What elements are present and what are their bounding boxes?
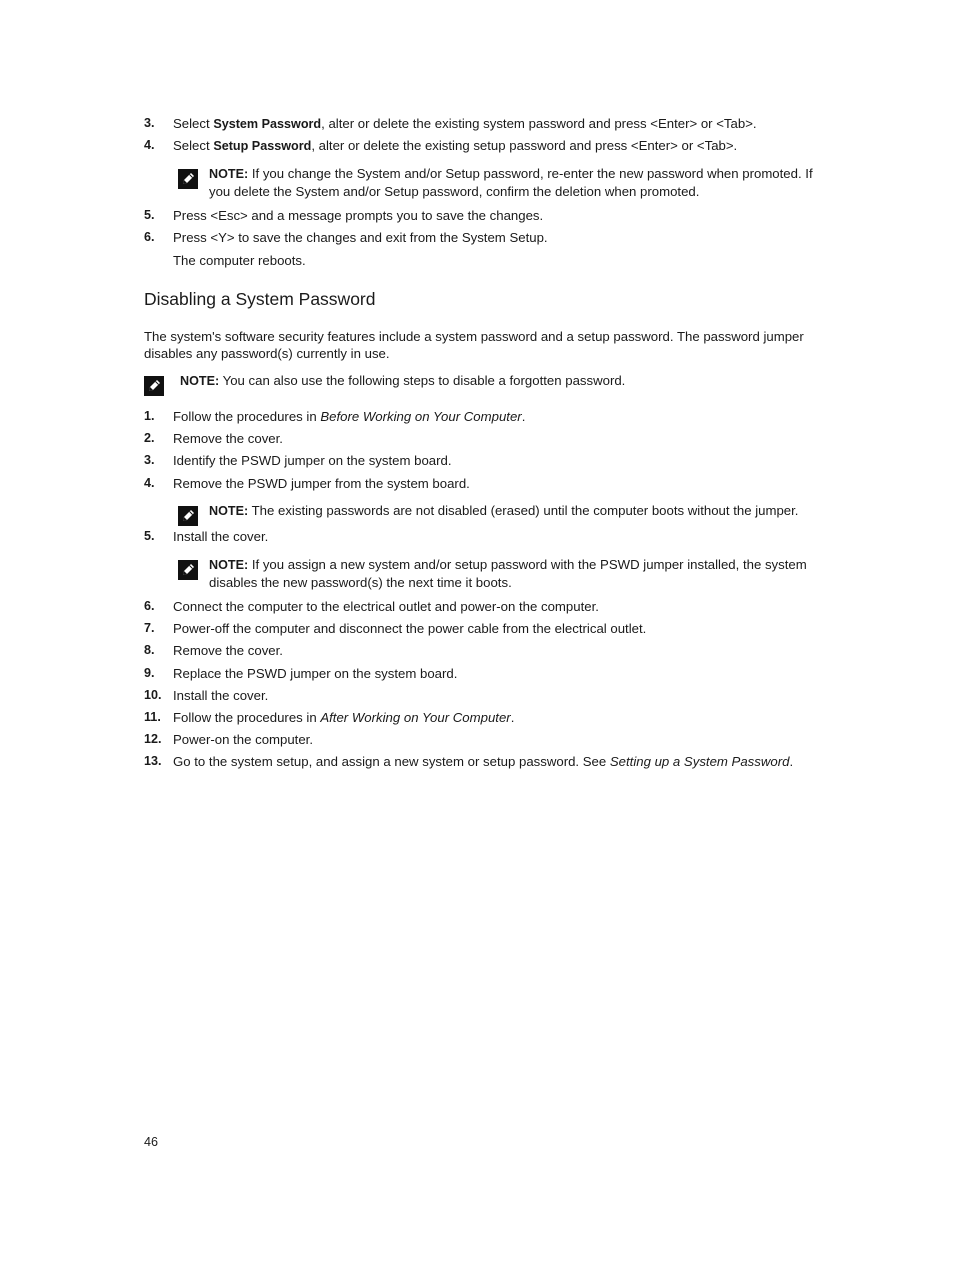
step-text: Follow the procedures in After Working on Your Computer. — [173, 710, 515, 725]
cross-reference-link[interactable]: Before Working on Your Computer — [320, 409, 522, 424]
step-text: Follow the procedures in Before Working on Your Computer. — [173, 409, 526, 424]
note-text: NOTE: If you assign a new system and/or setup password with the PSWD jumper installed, the system disables the new password(s) the next time it boots. — [209, 557, 807, 590]
note-label: NOTE: — [209, 167, 249, 181]
step-text: Select System Password, alter or delete the existing system password and press <Enter> or <Tab>. — [173, 116, 757, 131]
step-number: 6. — [144, 599, 155, 613]
step-number: 4. — [144, 138, 155, 152]
cross-reference-link[interactable]: After Working on Your Computer — [320, 710, 511, 725]
cross-reference-link[interactable]: Setting up a System Password — [609, 754, 790, 769]
note-text: NOTE: The existing passwords are not disabled (erased) until the computer boots without the jumper. — [209, 503, 799, 518]
step-result: The computer reboots. — [173, 253, 306, 268]
step-text: Connect the computer to the electrical outlet and power-on the computer. — [173, 599, 599, 614]
pencil-note-icon — [178, 560, 198, 580]
step-text: Remove the cover. — [173, 643, 283, 658]
pencil-note-icon — [178, 169, 198, 189]
step-number: 5. — [144, 208, 155, 222]
step-number: 9. — [144, 666, 155, 680]
page-number: 46 — [144, 1135, 159, 1149]
step-text: Press <Esc> and a message prompts you to save the changes. — [173, 208, 544, 223]
section-heading: Disabling a System Password — [144, 289, 376, 309]
step-text: Remove the PSWD jumper from the system board. — [173, 476, 470, 491]
ui-term-setup-password: Setup Password — [213, 139, 312, 153]
step-text: Replace the PSWD jumper on the system board. — [173, 666, 458, 681]
step-number: 1. — [144, 409, 155, 423]
step-number: 8. — [144, 643, 155, 657]
step-number: 13. — [144, 754, 162, 768]
pencil-note-icon — [178, 506, 198, 526]
step-text: Go to the system setup, and assign a new system or setup password. See Setting up a System Password. — [173, 754, 794, 769]
step-number: 11. — [144, 710, 161, 724]
step-number: 3. — [144, 116, 155, 130]
step-text: Identify the PSWD jumper on the system board. — [173, 453, 452, 468]
note-label: NOTE: — [180, 374, 220, 388]
pencil-note-icon — [144, 376, 164, 396]
note-label: NOTE: — [209, 558, 249, 572]
step-text: Press <Y> to save the changes and exit from the System Setup. — [173, 230, 548, 245]
step-number: 4. — [144, 476, 155, 490]
step-number: 10. — [144, 688, 162, 702]
step-text: Install the cover. — [173, 529, 269, 544]
step-text: Install the cover. — [173, 688, 269, 703]
section-intro: The system's software security features include a system password and a setup password. The password jumper disables any password(s) currently in use. — [144, 329, 804, 361]
step-text: Power-on the computer. — [173, 732, 314, 747]
step-text: Select Setup Password, alter or delete the existing setup password and press <Enter> or <Tab>. — [173, 138, 738, 153]
ui-term-system-password: System Password — [213, 117, 322, 131]
step-number: 6. — [144, 230, 155, 244]
step-number: 3. — [144, 453, 155, 467]
step-number: 7. — [144, 621, 155, 635]
step-text: Remove the cover. — [173, 431, 283, 446]
step-number: 12. — [144, 732, 162, 746]
note-text: NOTE: If you change the System and/or Setup password, re-enter the new password when promoted. If you delete the System and/or Setup password, confirm the deletion when promoted. — [209, 166, 813, 199]
step-number: 2. — [144, 431, 155, 445]
note-text: NOTE: You can also use the following steps to disable a forgotten password. — [180, 373, 626, 388]
note-label: NOTE: — [209, 504, 249, 518]
step-text: Power-off the computer and disconnect the power cable from the electrical outlet. — [173, 621, 647, 636]
step-number: 5. — [144, 529, 155, 543]
